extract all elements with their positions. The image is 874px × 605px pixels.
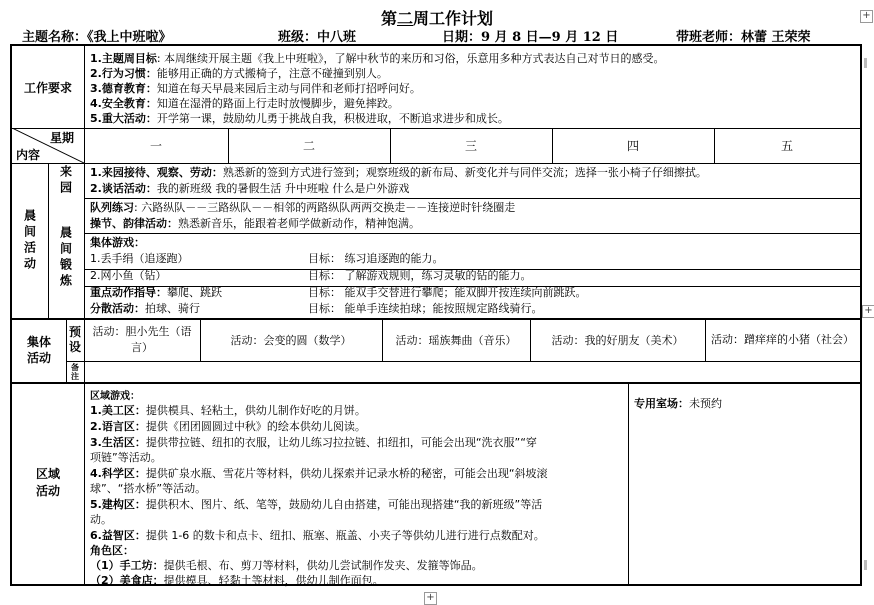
collective-activity-thursday: 活动：我的好朋友（美术） bbox=[551, 333, 684, 347]
group-games-title: 集体游戏： bbox=[90, 236, 145, 249]
arrival-label: 来园 bbox=[58, 164, 73, 197]
role-handicraft: （1）手工坊：提供毛根、布、剪刀等材料，供幼儿尝试制作发夹、发箍等饰品。 bbox=[90, 559, 483, 572]
game-2-name: 2.网小鱼（钻） bbox=[90, 269, 167, 282]
requirement-4: 4.安全教育：知道在湿滑的路面上行走时放慢脚步，避免摔跤。 bbox=[90, 97, 399, 110]
theme-name: 主题名称：《我上中班啦》 bbox=[22, 30, 172, 45]
day-thursday: 四 bbox=[626, 139, 639, 153]
day-wednesday: 三 bbox=[464, 139, 477, 153]
exercise-label: 晨间锻炼 bbox=[58, 226, 73, 290]
plan-label: 预设 bbox=[69, 324, 82, 354]
zone-build-cont: 动。 bbox=[90, 513, 112, 526]
add-row-handle[interactable]: + bbox=[424, 592, 437, 605]
zone-science: 4.科学区：提供矿泉水瓶、雪花片等材料，供幼儿探索并记录水桥的秘密，可能会出现“斜坡滚 bbox=[90, 467, 548, 480]
gymnastics: 操节、韵律活动：熟悉新音乐，能跟着老师学做新动作，精神饱满。 bbox=[90, 217, 420, 230]
collective-activity-tuesday: 活动：会变的圆（数学） bbox=[230, 333, 352, 347]
free-activity: 分散活动：拍球、骑行 bbox=[90, 302, 200, 315]
zone-puzzle: 6.益智区：提供 1-6 的数卡和点卡、纽扣、瓶塞、瓶盖、小夹子等供幼儿进行进行点数配对。 bbox=[90, 529, 545, 542]
zone-life: 3.生活区：提供带拉链、纽扣的衣服，让幼儿练习拉拉链、扣纽扣，可能会出现“洗衣服”“穿 bbox=[90, 436, 537, 449]
requirement-5: 5.重大活动：开学第一课，鼓励幼儿勇于挑战自我，积极进取，不断追求进步和成长。 bbox=[90, 112, 509, 125]
collective-activity-friday: 活动：蹭痒痒的小猪（社会） bbox=[711, 332, 854, 346]
collective-activity-label: 集体活动 bbox=[26, 335, 51, 365]
role-food-shop: （2）美食店：提供模具、轻黏土等材料，供幼儿制作面包。 bbox=[90, 574, 384, 587]
day-monday: 一 bbox=[149, 139, 162, 153]
zone-language: 2.语言区：提供《团团圆圆过中秋》的绘本供幼儿阅读。 bbox=[90, 420, 366, 433]
page-title: 第二周工作计划 bbox=[380, 9, 494, 28]
special-room: 专用室场：未预约 bbox=[634, 397, 722, 410]
game-1-name: 1.丢手绢（追逐跑） bbox=[90, 252, 189, 265]
day-friday: 五 bbox=[780, 139, 793, 153]
week-number: 二 bbox=[396, 9, 413, 28]
class-name: 班级：中八班 bbox=[278, 30, 357, 45]
formation-drill: 队列练习: 六路纵队－－三路纵队－－相邻的两路纵队两两交换走－－连接逆时针绕圈走 bbox=[90, 201, 516, 214]
collective-activity-monday: 活动：胆小先生（语言） bbox=[92, 324, 192, 354]
day-tuesday: 二 bbox=[302, 139, 315, 153]
arrival-item-1: 1.来园接待、观察、劳动：熟悉新的签到方式进行签到；观察班级的新布局、新变化并与同伴交流；选择一张小椅子仔细擦拭。 bbox=[90, 166, 707, 179]
game-1-goal: 目标： 练习追逐跑的能力。 bbox=[308, 252, 444, 265]
date-range: 日期：9 月 8 日—9 月 12 日 bbox=[442, 30, 619, 45]
area-games-title: 区域游戏： bbox=[90, 391, 140, 402]
requirement-3: 3.德育教育：知道在每天早晨来园后主动与同伴和老师打招呼问好。 bbox=[90, 82, 421, 95]
arrival-item-2: 2.谈话活动：我的新班级 我的暑假生活 升中班啦 什么是户外游戏 bbox=[90, 182, 410, 195]
zone-art: 1.美工区：提供模具、轻粘土，供幼儿制作好吃的月饼。 bbox=[90, 404, 366, 417]
collective-activity-wednesday: 活动：瑶族舞曲（音乐） bbox=[395, 333, 517, 347]
add-column-handle[interactable]: + bbox=[862, 305, 874, 318]
morning-activity-label: 晨间活动 bbox=[22, 208, 37, 273]
role-area-title: 角色区： bbox=[90, 544, 134, 557]
requirement-2: 2.行为习惯：能够用正确的方式搬椅子，注意不碰撞到别人。 bbox=[90, 67, 388, 80]
zone-build: 5.建构区：提供积木、图片、纸、笔等，鼓励幼儿自由搭建，可能出现搭建“我的新班级”等活 bbox=[90, 498, 543, 511]
teachers: 带班老师：林蕾 王荣荣 bbox=[676, 30, 811, 45]
weekly-plan-table bbox=[10, 44, 862, 586]
game-2-goal: 目标： 了解游戏规则，练习灵敏的钻的能力。 bbox=[308, 269, 532, 282]
key-guidance: 重点动作指导：攀爬、跳跃 bbox=[90, 286, 222, 299]
area-activity-label: 区域活动 bbox=[35, 467, 60, 498]
corner-weekday: 星期 bbox=[50, 131, 75, 145]
zone-science-cont: 球”、“搭水桥”等活动。 bbox=[90, 482, 207, 495]
key-guidance-goal: 目标： 能双手交替进行攀爬；能双脚开按连续向前跳跃。 bbox=[308, 286, 587, 299]
requirement-1: 1.主题周目标: 本周继续开展主题《我上中班啦》，了解中秋节的来历和习俗，乐意用多种方式表达自己对节日的感受。 bbox=[90, 52, 665, 65]
table-move-handle[interactable]: + bbox=[860, 10, 873, 23]
ruler-mark bbox=[864, 58, 867, 68]
free-activity-goal: 目标： 能单手连续拍球；能按照规定路线骑行。 bbox=[308, 302, 543, 315]
zone-life-cont: 项链”等活动。 bbox=[90, 451, 162, 464]
work-requirements-label: 工作要求 bbox=[23, 80, 72, 95]
ruler-mark bbox=[864, 560, 867, 570]
note-label: 备注 bbox=[71, 362, 79, 381]
corner-content: 内容 bbox=[16, 148, 41, 162]
